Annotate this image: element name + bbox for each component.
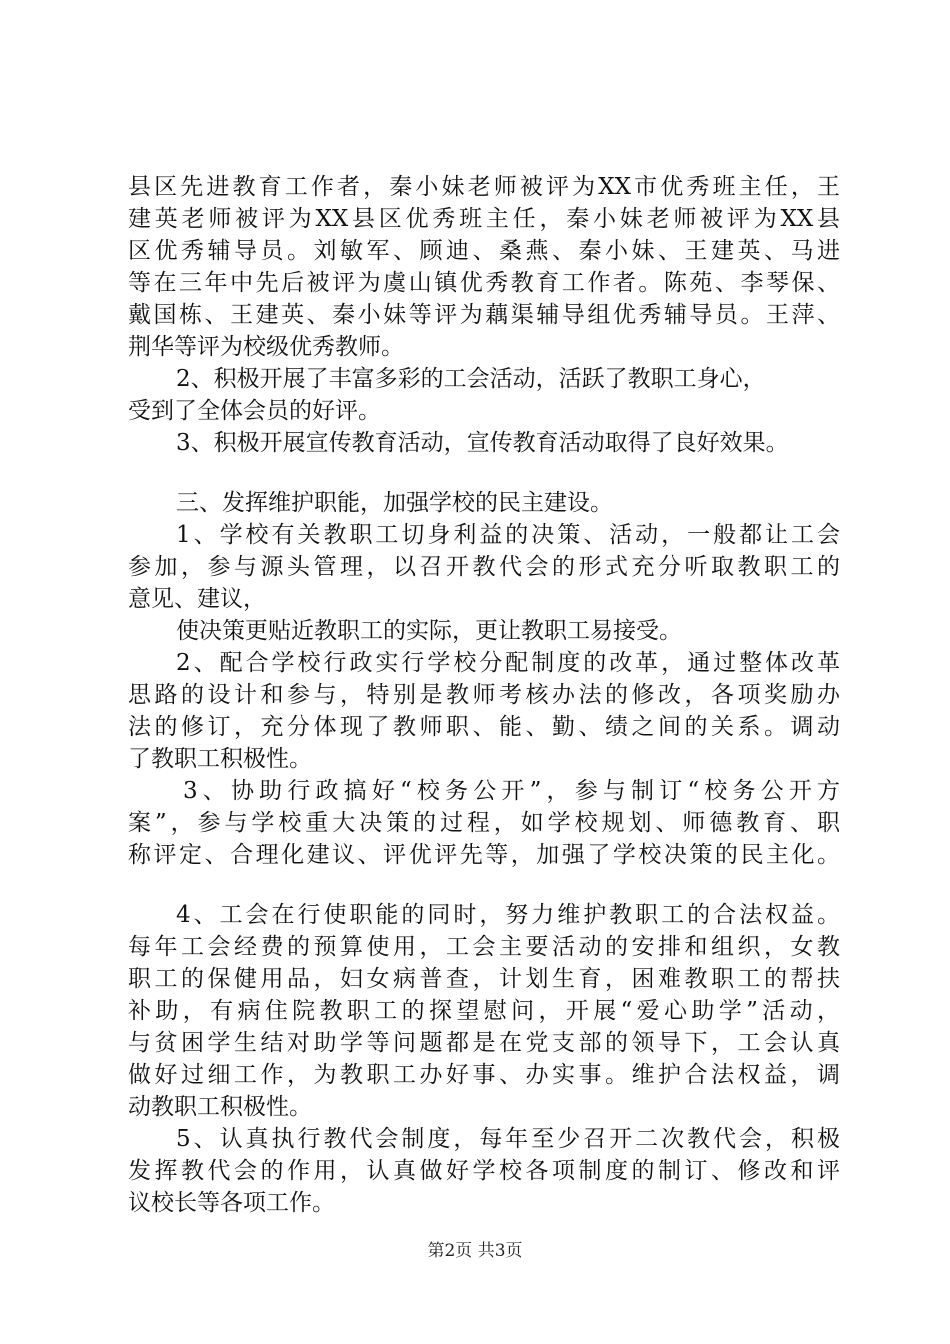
body-line: 受到了全体会员的好评。 — [128, 398, 381, 424]
paragraph-3-start: 3、积极开展宣传教育活动，宣传教育活动取得了良好效果。 — [176, 430, 789, 456]
section-heading: 三、发挥维护职能，加强学校的民主建设。 — [176, 490, 613, 516]
paragraph-2b-start: 2、配合学校行政实行学校分配制度的改革，通过整体改革 — [176, 650, 840, 676]
body-line: 职工的保健用品，妇女病普查，计划生育，困难教职工的帮扶 — [128, 966, 840, 992]
body-line: 县区先进教育工作者，秦小妹老师被评为XX市优秀班主任，王 — [128, 174, 840, 200]
paragraph-4-start: 4、工会在行使职能的同时，努力维护教职工的合法权益。 — [176, 902, 840, 928]
body-line: 建英老师被评为XX县区优秀班主任，秦小妹老师被评为XX县 — [128, 206, 840, 232]
body-line: 等在三年中先后被评为虞山镇优秀教育工作者。陈苑、李琴保、 — [128, 270, 840, 296]
body-line: 参加，参与源头管理，以召开教代会的形式充分听取教职工的 — [128, 554, 840, 580]
body-line: 与贫困学生结对助学等问题都是在党支部的领导下，工会认真 — [128, 1030, 840, 1056]
paragraph-3b-start: 3、协助行政搞好“校务公开”，参与制订“校务公开方 — [183, 778, 840, 804]
paragraph-2-start: 2、积极开展了丰富多彩的工会活动，活跃了教职工身心， — [176, 366, 766, 392]
body-line: 每年工会经费的预算使用，工会主要活动的安排和组织，女教 — [128, 934, 840, 960]
body-line: 戴国栋、王建英、秦小妹等评为藕渠辅导组优秀辅导员。王萍、 — [128, 302, 840, 328]
body-line: 意见、建议， — [128, 586, 266, 612]
body-line: 思路的设计和参与，特别是教师考核办法的修改，各项奖励办 — [128, 682, 840, 708]
body-line: 使决策更贴近教职工的实际，更让教职工易接受。 — [176, 618, 682, 644]
body-line: 区优秀辅导员。刘敏军、顾迪、桑燕、秦小妹、王建英、马进 — [128, 238, 840, 264]
paragraph-5-start: 5、认真执行教代会制度，每年至少召开二次教代会，积极 — [176, 1126, 840, 1152]
paragraph-1-start: 1、学校有关教职工切身利益的决策、活动，一般都让工会 — [176, 522, 840, 548]
body-line: 了教职工积极性。 — [128, 746, 312, 772]
body-line: 法的修订，充分体现了教师职、能、勤、绩之间的关系。调动 — [128, 714, 840, 740]
page-number-footer: 第2页 共3页 — [427, 1241, 523, 1261]
body-line: 做好过细工作，为教职工办好事、办实事。维护合法权益，调 — [128, 1062, 840, 1088]
body-line: 案”，参与学校重大决策的过程，如学校规划、师德教育、职 — [128, 810, 840, 836]
body-line: 称评定、合理化建议、评优评先等，加强了学校决策的民主化。 — [128, 842, 840, 868]
body-line: 荆华等评为校级优秀教师。 — [128, 334, 404, 360]
body-line: 发挥教代会的作用，认真做好学校各项制度的制订、修改和评 — [128, 1158, 840, 1184]
body-line: 议校长等各项工作。 — [128, 1190, 335, 1216]
body-line: 动教职工积极性。 — [128, 1094, 312, 1120]
body-line: 补助，有病住院教职工的探望慰问，开展“爱心助学”活动， — [128, 998, 840, 1024]
